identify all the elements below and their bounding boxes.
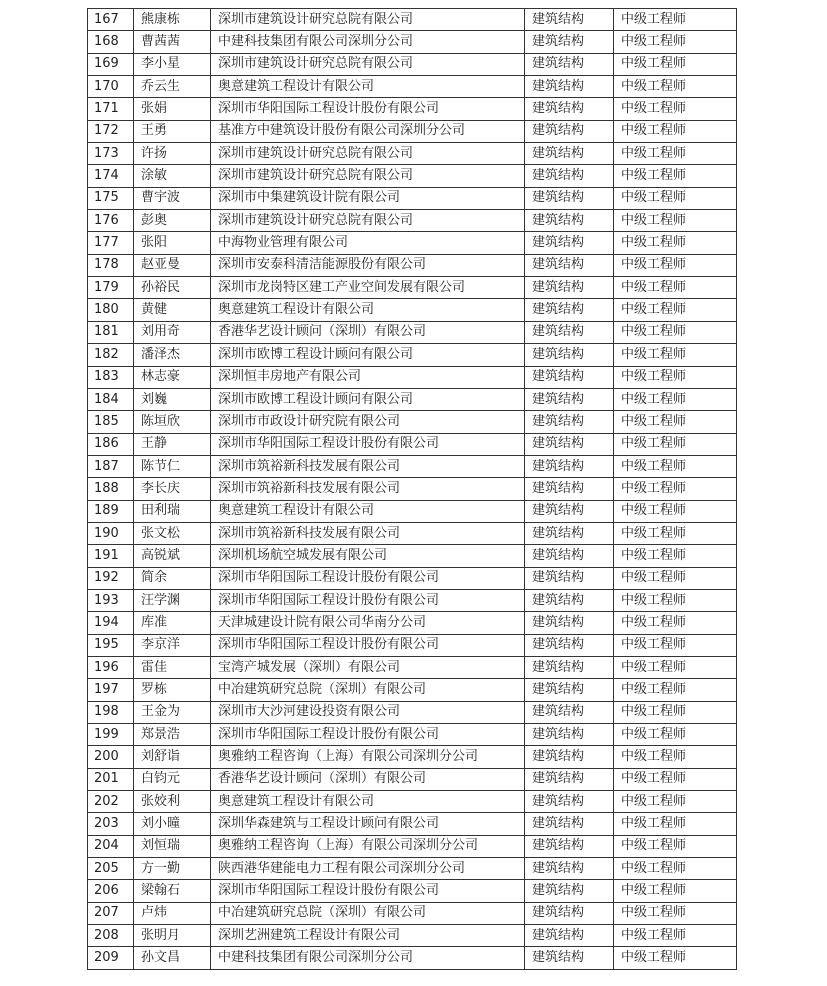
- qualification-cell: 中级工程师: [614, 656, 737, 678]
- serial-number-cell: 174: [88, 165, 134, 187]
- name-cell: 赵亚曼: [134, 254, 211, 276]
- table-row: [88, 187, 737, 209]
- name-cell: 简余: [134, 567, 211, 589]
- name-cell: 张阳: [134, 232, 211, 254]
- qualification-cell: 中级工程师: [614, 545, 737, 567]
- name-cell: 孙文昌: [134, 947, 211, 969]
- specialty-cell: 建筑结构: [525, 388, 614, 410]
- specialty-cell: 建筑结构: [525, 746, 614, 768]
- organization-cell: 深圳市华阳国际工程设计股份有限公司: [211, 589, 525, 611]
- qualification-cell: 中级工程师: [614, 165, 737, 187]
- table-row: [88, 143, 737, 165]
- serial-number-cell: 176: [88, 210, 134, 232]
- serial-number-cell: 175: [88, 187, 134, 209]
- serial-number-cell: 190: [88, 522, 134, 544]
- table-row: [88, 232, 737, 254]
- table-row: [88, 947, 737, 969]
- qualification-cell: 中级工程师: [614, 478, 737, 500]
- qualification-cell: 中级工程师: [614, 701, 737, 723]
- name-cell: 卢炜: [134, 902, 211, 924]
- name-cell: 许扬: [134, 143, 211, 165]
- name-cell: 彭奥: [134, 210, 211, 232]
- name-cell: 李长庆: [134, 478, 211, 500]
- organization-cell: 深圳市筑裕新科技发展有限公司: [211, 455, 525, 477]
- organization-cell: 深圳机场航空城发展有限公司: [211, 545, 525, 567]
- table-row: [88, 791, 737, 813]
- organization-cell: 奥雅纳工程咨询（上海）有限公司深圳分公司: [211, 746, 525, 768]
- specialty-cell: 建筑结构: [525, 433, 614, 455]
- serial-number-cell: 202: [88, 791, 134, 813]
- qualification-cell: 中级工程师: [614, 679, 737, 701]
- name-cell: 张娟: [134, 98, 211, 120]
- name-cell: 刘小曈: [134, 813, 211, 835]
- specialty-cell: 建筑结构: [525, 791, 614, 813]
- serial-number-cell: 187: [88, 455, 134, 477]
- name-cell: 梁翰石: [134, 880, 211, 902]
- qualification-cell: 中级工程师: [614, 455, 737, 477]
- serial-number-cell: 185: [88, 411, 134, 433]
- organization-cell: 中冶建筑研究总院（深圳）有限公司: [211, 902, 525, 924]
- qualification-cell: 中级工程师: [614, 858, 737, 880]
- name-cell: 孙裕民: [134, 277, 211, 299]
- qualification-cell: 中级工程师: [614, 567, 737, 589]
- organization-cell: 深圳市建筑设计研究总院有限公司: [211, 165, 525, 187]
- qualification-cell: 中级工程师: [614, 813, 737, 835]
- serial-number-cell: 209: [88, 947, 134, 969]
- serial-number-cell: 207: [88, 902, 134, 924]
- specialty-cell: 建筑结构: [525, 947, 614, 969]
- name-cell: 潘泽杰: [134, 344, 211, 366]
- roster-table-body: [88, 9, 737, 970]
- organization-cell: 奥雅纳工程咨询（上海）有限公司深圳分公司: [211, 835, 525, 857]
- name-cell: 张明月: [134, 925, 211, 947]
- organization-cell: 宝湾产城发展（深圳）有限公司: [211, 656, 525, 678]
- specialty-cell: 建筑结构: [525, 567, 614, 589]
- serial-number-cell: 208: [88, 925, 134, 947]
- organization-cell: 深圳市大沙河建设投资有限公司: [211, 701, 525, 723]
- specialty-cell: 建筑结构: [525, 9, 614, 31]
- organization-cell: 深圳市建筑设计研究总院有限公司: [211, 53, 525, 75]
- qualification-cell: 中级工程师: [614, 433, 737, 455]
- serial-number-cell: 206: [88, 880, 134, 902]
- qualification-cell: 中级工程师: [614, 9, 737, 31]
- serial-number-cell: 199: [88, 724, 134, 746]
- table-row: [88, 567, 737, 589]
- specialty-cell: 建筑结构: [525, 724, 614, 746]
- qualification-cell: 中级工程师: [614, 746, 737, 768]
- specialty-cell: 建筑结构: [525, 31, 614, 53]
- table-row: [88, 366, 737, 388]
- specialty-cell: 建筑结构: [525, 813, 614, 835]
- specialty-cell: 建筑结构: [525, 277, 614, 299]
- name-cell: 刘恒瑞: [134, 835, 211, 857]
- name-cell: 雷佳: [134, 656, 211, 678]
- table-row: [88, 902, 737, 924]
- specialty-cell: 建筑结构: [525, 98, 614, 120]
- table-row: [88, 433, 737, 455]
- qualification-cell: 中级工程师: [614, 411, 737, 433]
- organization-cell: 中海物业管理有限公司: [211, 232, 525, 254]
- serial-number-cell: 200: [88, 746, 134, 768]
- table-row: [88, 612, 737, 634]
- organization-cell: 奥意建筑工程设计有限公司: [211, 791, 525, 813]
- specialty-cell: 建筑结构: [525, 321, 614, 343]
- name-cell: 乔云生: [134, 76, 211, 98]
- organization-cell: 奥意建筑工程设计有限公司: [211, 500, 525, 522]
- table-row: [88, 76, 737, 98]
- organization-cell: 深圳市龙岗特区建工产业空间发展有限公司: [211, 277, 525, 299]
- specialty-cell: 建筑结构: [525, 344, 614, 366]
- table-row: [88, 299, 737, 321]
- organization-cell: 深圳市华阳国际工程设计股份有限公司: [211, 724, 525, 746]
- organization-cell: 深圳华森建筑与工程设计顾问有限公司: [211, 813, 525, 835]
- organization-cell: 中建科技集团有限公司深圳分公司: [211, 31, 525, 53]
- name-cell: 田利瑞: [134, 500, 211, 522]
- specialty-cell: 建筑结构: [525, 612, 614, 634]
- qualification-cell: 中级工程师: [614, 53, 737, 75]
- organization-cell: 深圳市建筑设计研究总院有限公司: [211, 210, 525, 232]
- table-row: [88, 522, 737, 544]
- table-row: [88, 858, 737, 880]
- qualification-cell: 中级工程师: [614, 724, 737, 746]
- specialty-cell: 建筑结构: [525, 545, 614, 567]
- organization-cell: 香港华艺设计顾问（深圳）有限公司: [211, 768, 525, 790]
- organization-cell: 深圳市华阳国际工程设计股份有限公司: [211, 433, 525, 455]
- table-row: [88, 679, 737, 701]
- name-cell: 刘巍: [134, 388, 211, 410]
- organization-cell: 深圳市欧博工程设计顾问有限公司: [211, 388, 525, 410]
- name-cell: 黄健: [134, 299, 211, 321]
- qualification-cell: 中级工程师: [614, 835, 737, 857]
- table-row: [88, 746, 737, 768]
- name-cell: 曹宇波: [134, 187, 211, 209]
- table-row: [88, 925, 737, 947]
- table-row: [88, 656, 737, 678]
- table-row: [88, 634, 737, 656]
- specialty-cell: 建筑结构: [525, 143, 614, 165]
- table-row: [88, 768, 737, 790]
- qualification-cell: 中级工程师: [614, 522, 737, 544]
- qualification-cell: 中级工程师: [614, 880, 737, 902]
- name-cell: 李小星: [134, 53, 211, 75]
- specialty-cell: 建筑结构: [525, 679, 614, 701]
- qualification-cell: 中级工程师: [614, 299, 737, 321]
- table-row: [88, 411, 737, 433]
- name-cell: 曹茜茜: [134, 31, 211, 53]
- serial-number-cell: 198: [88, 701, 134, 723]
- organization-cell: 香港华艺设计顾问（深圳）有限公司: [211, 321, 525, 343]
- qualification-cell: 中级工程师: [614, 254, 737, 276]
- qualification-cell: 中级工程师: [614, 634, 737, 656]
- table-row: [88, 120, 737, 142]
- organization-cell: 深圳市筑裕新科技发展有限公司: [211, 478, 525, 500]
- specialty-cell: 建筑结构: [525, 76, 614, 98]
- table-row: [88, 321, 737, 343]
- name-cell: 高锐斌: [134, 545, 211, 567]
- qualification-cell: 中级工程师: [614, 791, 737, 813]
- serial-number-cell: 195: [88, 634, 134, 656]
- specialty-cell: 建筑结构: [525, 366, 614, 388]
- specialty-cell: 建筑结构: [525, 880, 614, 902]
- serial-number-cell: 186: [88, 433, 134, 455]
- serial-number-cell: 197: [88, 679, 134, 701]
- serial-number-cell: 203: [88, 813, 134, 835]
- qualification-cell: 中级工程师: [614, 187, 737, 209]
- qualification-cell: 中级工程师: [614, 768, 737, 790]
- serial-number-cell: 167: [88, 9, 134, 31]
- organization-cell: 中建科技集团有限公司深圳分公司: [211, 947, 525, 969]
- serial-number-cell: 168: [88, 31, 134, 53]
- specialty-cell: 建筑结构: [525, 522, 614, 544]
- table-row: [88, 31, 737, 53]
- serial-number-cell: 179: [88, 277, 134, 299]
- specialty-cell: 建筑结构: [525, 53, 614, 75]
- serial-number-cell: 189: [88, 500, 134, 522]
- organization-cell: 深圳市安泰科清洁能源股份有限公司: [211, 254, 525, 276]
- specialty-cell: 建筑结构: [525, 500, 614, 522]
- serial-number-cell: 182: [88, 344, 134, 366]
- name-cell: 罗栋: [134, 679, 211, 701]
- serial-number-cell: 188: [88, 478, 134, 500]
- specialty-cell: 建筑结构: [525, 925, 614, 947]
- name-cell: 王勇: [134, 120, 211, 142]
- name-cell: 刘舒诣: [134, 746, 211, 768]
- table-row: [88, 813, 737, 835]
- name-cell: 陈垣欣: [134, 411, 211, 433]
- table-row: [88, 254, 737, 276]
- roster-table: [87, 8, 737, 970]
- serial-number-cell: 184: [88, 388, 134, 410]
- table-row: [88, 701, 737, 723]
- organization-cell: 深圳市建筑设计研究总院有限公司: [211, 143, 525, 165]
- qualification-cell: 中级工程师: [614, 120, 737, 142]
- serial-number-cell: 173: [88, 143, 134, 165]
- organization-cell: 深圳市华阳国际工程设计股份有限公司: [211, 98, 525, 120]
- table-row: [88, 500, 737, 522]
- serial-number-cell: 181: [88, 321, 134, 343]
- serial-number-cell: 169: [88, 53, 134, 75]
- organization-cell: 天津城建设计院有限公司华南分公司: [211, 612, 525, 634]
- specialty-cell: 建筑结构: [525, 858, 614, 880]
- specialty-cell: 建筑结构: [525, 902, 614, 924]
- serial-number-cell: 204: [88, 835, 134, 857]
- serial-number-cell: 201: [88, 768, 134, 790]
- table-row: [88, 344, 737, 366]
- specialty-cell: 建筑结构: [525, 187, 614, 209]
- specialty-cell: 建筑结构: [525, 232, 614, 254]
- organization-cell: 奥意建筑工程设计有限公司: [211, 76, 525, 98]
- name-cell: 刘用奇: [134, 321, 211, 343]
- specialty-cell: 建筑结构: [525, 701, 614, 723]
- specialty-cell: 建筑结构: [525, 165, 614, 187]
- table-row: [88, 98, 737, 120]
- organization-cell: 深圳市欧博工程设计顾问有限公司: [211, 344, 525, 366]
- organization-cell: 中冶建筑研究总院（深圳）有限公司: [211, 679, 525, 701]
- qualification-cell: 中级工程师: [614, 277, 737, 299]
- organization-cell: 奥意建筑工程设计有限公司: [211, 299, 525, 321]
- qualification-cell: 中级工程师: [614, 589, 737, 611]
- name-cell: 张文松: [134, 522, 211, 544]
- name-cell: 熊康栋: [134, 9, 211, 31]
- qualification-cell: 中级工程师: [614, 210, 737, 232]
- name-cell: 汪学渊: [134, 589, 211, 611]
- table-row: [88, 455, 737, 477]
- organization-cell: 深圳市中集建筑设计院有限公司: [211, 187, 525, 209]
- specialty-cell: 建筑结构: [525, 299, 614, 321]
- specialty-cell: 建筑结构: [525, 455, 614, 477]
- name-cell: 王静: [134, 433, 211, 455]
- table-row: [88, 165, 737, 187]
- serial-number-cell: 191: [88, 545, 134, 567]
- qualification-cell: 中级工程师: [614, 925, 737, 947]
- name-cell: 李京洋: [134, 634, 211, 656]
- specialty-cell: 建筑结构: [525, 656, 614, 678]
- serial-number-cell: 171: [88, 98, 134, 120]
- organization-cell: 深圳恒丰房地产有限公司: [211, 366, 525, 388]
- organization-cell: 深圳市华阳国际工程设计股份有限公司: [211, 567, 525, 589]
- table-row: [88, 545, 737, 567]
- qualification-cell: 中级工程师: [614, 902, 737, 924]
- table-row: [88, 478, 737, 500]
- table-row: [88, 880, 737, 902]
- specialty-cell: 建筑结构: [525, 589, 614, 611]
- specialty-cell: 建筑结构: [525, 210, 614, 232]
- qualification-cell: 中级工程师: [614, 947, 737, 969]
- serial-number-cell: 180: [88, 299, 134, 321]
- qualification-cell: 中级工程师: [614, 76, 737, 98]
- table-row: [88, 724, 737, 746]
- name-cell: 张姣利: [134, 791, 211, 813]
- specialty-cell: 建筑结构: [525, 478, 614, 500]
- specialty-cell: 建筑结构: [525, 411, 614, 433]
- name-cell: 涂敏: [134, 165, 211, 187]
- serial-number-cell: 183: [88, 366, 134, 388]
- organization-cell: 深圳市市政设计研究院有限公司: [211, 411, 525, 433]
- name-cell: 郑景浩: [134, 724, 211, 746]
- organization-cell: 陕西港华建能电力工程有限公司深圳分公司: [211, 858, 525, 880]
- qualification-cell: 中级工程师: [614, 388, 737, 410]
- specialty-cell: 建筑结构: [525, 254, 614, 276]
- qualification-cell: 中级工程师: [614, 232, 737, 254]
- name-cell: 白钧元: [134, 768, 211, 790]
- serial-number-cell: 205: [88, 858, 134, 880]
- table-row: [88, 589, 737, 611]
- serial-number-cell: 194: [88, 612, 134, 634]
- qualification-cell: 中级工程师: [614, 321, 737, 343]
- organization-cell: 深圳市华阳国际工程设计股份有限公司: [211, 880, 525, 902]
- qualification-cell: 中级工程师: [614, 366, 737, 388]
- organization-cell: 深圳市华阳国际工程设计股份有限公司: [211, 634, 525, 656]
- name-cell: 库准: [134, 612, 211, 634]
- qualification-cell: 中级工程师: [614, 143, 737, 165]
- serial-number-cell: 177: [88, 232, 134, 254]
- qualification-cell: 中级工程师: [614, 612, 737, 634]
- table-row: [88, 277, 737, 299]
- serial-number-cell: 178: [88, 254, 134, 276]
- qualification-cell: 中级工程师: [614, 31, 737, 53]
- organization-cell: 深圳市建筑设计研究总院有限公司: [211, 9, 525, 31]
- table-row: [88, 835, 737, 857]
- name-cell: 林志豪: [134, 366, 211, 388]
- table-row: [88, 388, 737, 410]
- serial-number-cell: 172: [88, 120, 134, 142]
- specialty-cell: 建筑结构: [525, 835, 614, 857]
- specialty-cell: 建筑结构: [525, 768, 614, 790]
- name-cell: 方一勤: [134, 858, 211, 880]
- specialty-cell: 建筑结构: [525, 120, 614, 142]
- specialty-cell: 建筑结构: [525, 634, 614, 656]
- serial-number-cell: 170: [88, 76, 134, 98]
- name-cell: 王金为: [134, 701, 211, 723]
- organization-cell: 深圳艺洲建筑工程设计有限公司: [211, 925, 525, 947]
- table-row: [88, 53, 737, 75]
- serial-number-cell: 193: [88, 589, 134, 611]
- qualification-cell: 中级工程师: [614, 98, 737, 120]
- qualification-cell: 中级工程师: [614, 500, 737, 522]
- qualification-cell: 中级工程师: [614, 344, 737, 366]
- table-row: [88, 9, 737, 31]
- serial-number-cell: 192: [88, 567, 134, 589]
- serial-number-cell: 196: [88, 656, 134, 678]
- organization-cell: 基准方中建筑设计股份有限公司深圳分公司: [211, 120, 525, 142]
- organization-cell: 深圳市筑裕新科技发展有限公司: [211, 522, 525, 544]
- name-cell: 陈节仁: [134, 455, 211, 477]
- table-row: [88, 210, 737, 232]
